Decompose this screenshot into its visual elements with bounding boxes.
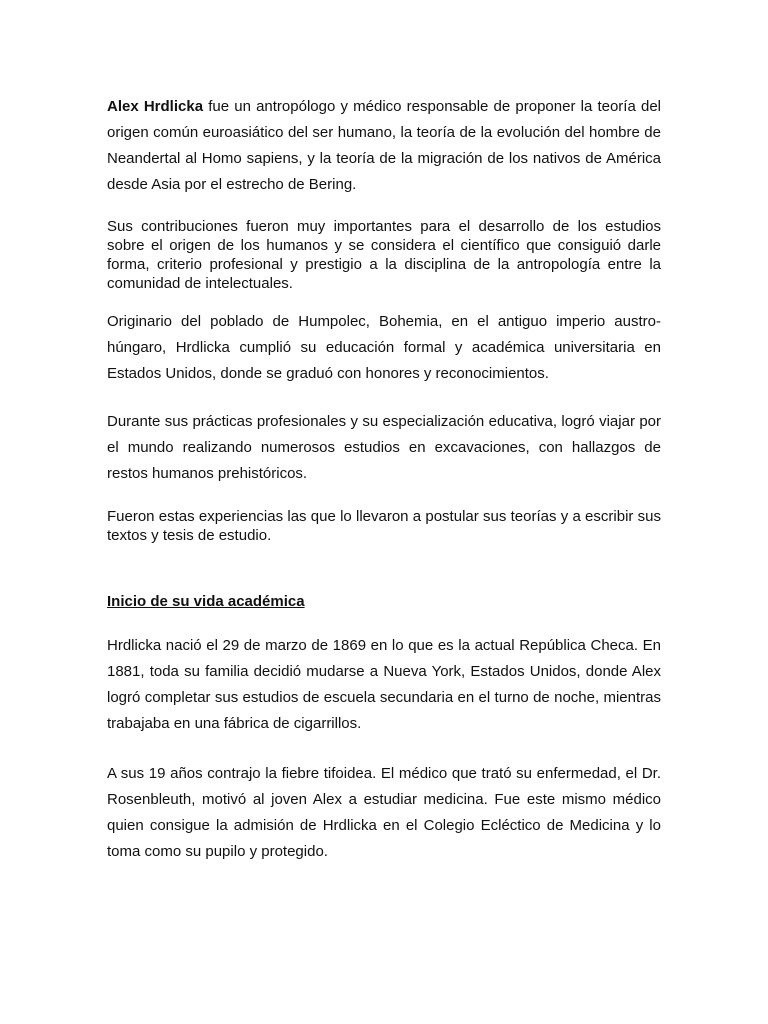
paragraph-intro [107,94,661,198]
paragraph-contributions: Sus contribuciones fueron muy importantes para el desarrollo de los estudios sobre el origen de los humanos y se considera el científico que consiguió darle forma, criterio profesional y prestigio a la disciplina de la antropología entre la comunidad de intelectuales. [107,218,661,292]
paragraph-origin: Originario del poblado de Humpolec, Bohemia, en el antiguo imperio austro-húngaro, Hrdlicka cumplió su educación formal y académica universitaria en Estados Unidos, donde se graduó con honores y reconocimientos. [107,313,661,382]
subject-name: Alex Hrdlicka [107,98,204,115]
paragraph-birth: Hrdlicka nació el 29 de marzo de 1869 en lo que es la actual República Checa. En 1881, toda su familia decidió mudarse a Nueva York, Estados Unidos, donde Alex logró completar sus estudios de escuela secundaria en el turno de noche, mientras trabajaba en una fábrica de cigarrillos. [107,637,661,732]
paragraph-practices: Durante sus prácticas profesionales y su especialización educativa, logró viajar por el mundo realizando numerosos estudios en excavaciones, con hallazgos de restos humanos prehistóricos. [107,413,661,482]
paragraph-medicine: A sus 19 años contrajo la fiebre tifoidea. El médico que trató su enfermedad, el Dr. Rosenbleuth, motivó al joven Alex a estudiar medicina. Fue este mismo médico quien consigue la admisión de Hrdlicka en el Colegio Ecléctico de Medicina y lo toma como su pupilo y protegido. [107,765,661,860]
section-heading: Inicio de su vida académica [107,593,305,610]
paragraph-intro-text: fue un antropólogo y médico responsable de proponer la teoría del origen común euroasiático del ser humano, la teoría de la evolución del hombre de Neandertal al Homo sapiens, y la teoría de la migración de los nativos de América desde Asia por el estrecho de Bering. [107,98,662,193]
paragraph-experiences: Fueron estas experiencias las que lo llevaron a postular sus teorías y a escribir sus textos y tesis de estudio. [107,508,661,544]
